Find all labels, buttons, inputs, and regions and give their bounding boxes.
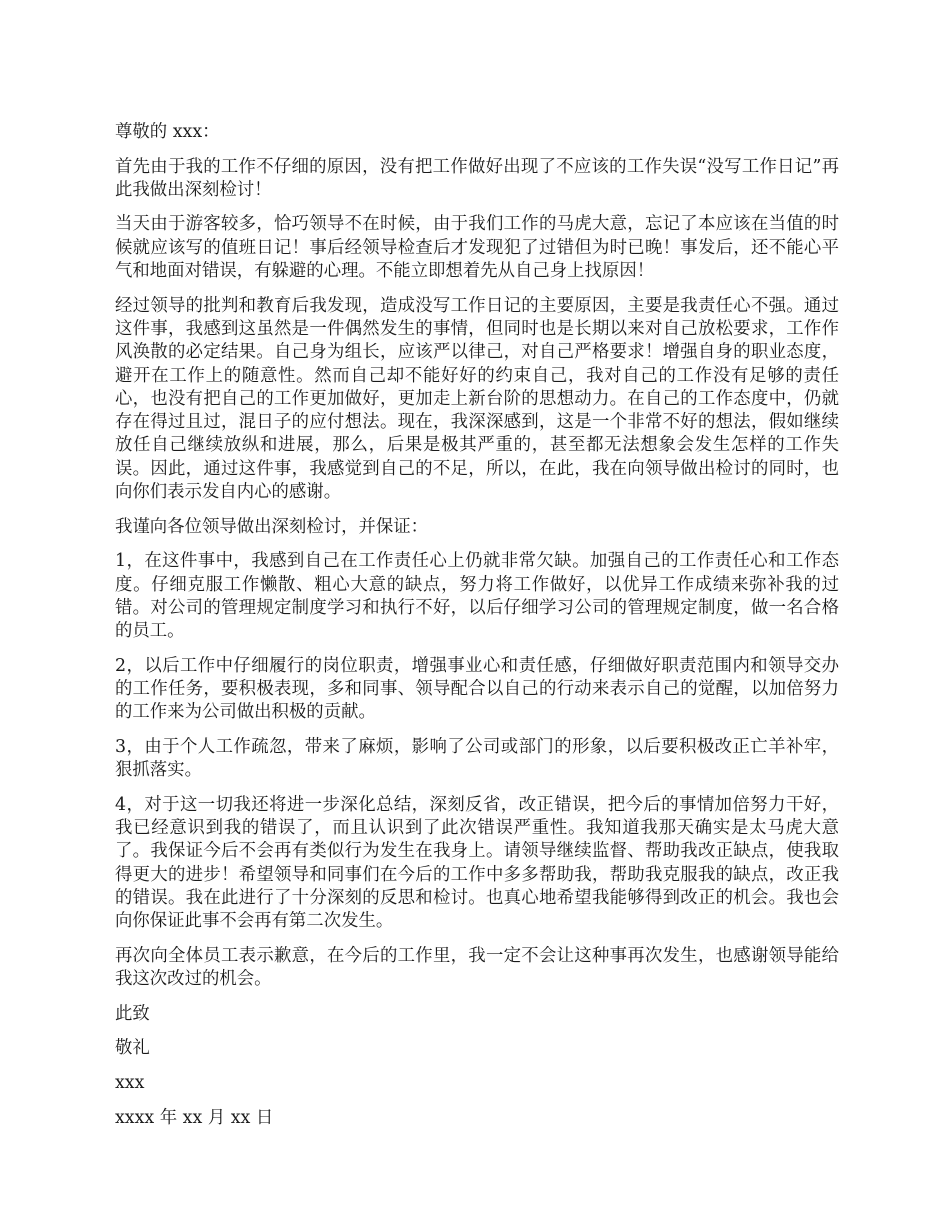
paragraph-incident: 当天由于游客较多，恰巧领导不在时候，由于我们工作的马虎大意，忘记了本应该在当值的时候就应该写的值班日记！事后经领导检查后才发现犯了过错但为时已晚！事发后，还不能心平气和地面对错误，有躲避的心理。不能立即想着先从自己身上找原因！ [115,214,839,282]
closing-line-2: 敬礼 [115,1038,150,1059]
pledge-item-1: 1，在这件事中，我感到自己在工作责任心上仍就非常欠缺。加强自己的工作责任心和工作态度。仔细克服工作懒散、粗心大意的缺点，努力将工作做好，以优异工作成绩来弥补我的过错。对公司的管理规定制度学习和执行不好，以后仔细学习公司的管理规定制度，做一名合格的员工。 [115,551,839,642]
salutation: 尊敬的 xxx： [115,122,220,142]
paragraph-pledge-intro: 我谨向各位领导做出深刻检讨，并保证： [115,516,429,537]
pledge-item-3: 3，由于个人工作疏忽，带来了麻烦，影响了公司或部门的形象，以后要积极改正亡羊补牢，狠抓落实。 [115,736,839,781]
signature: xxx [115,1072,145,1093]
paragraph-apology: 再次向全体员工表示歉意，在今后的工作里，我一定不会让这种事再次发生，也感谢领导能给我这次改过的机会。 [115,945,839,990]
paragraph-intro: 首先由于我的工作不仔细的原因，没有把工作做好出现了不应该的工作失误“没写工作日记”再此我做出深刻检讨！ [115,156,839,200]
closing-line-1: 此致 [115,1003,150,1024]
letter-body [115,121,839,1141]
pledge-item-2: 2，以后工作中仔细履行的岗位职责，增强事业心和责任感，仔细做好职责范围内和领导交办的工作任务，要积极表现，多和同事、领导配合以自己的行动来表示自己的觉醒，以加倍努力的工作来为公司做出积极的贡献。 [115,655,839,723]
date-line: xxxx 年 xx 月 xx 日 [115,1107,274,1128]
paragraph-reflection: 经过领导的批判和教育后我发现，造成没写工作日记的主要原因，主要是我责任心不强。通过这件事，我感到这虽然是一件偶然发生的事情，但同时也是长期以来对自己放松要求，工作作风涣散的必定结果。自己身为组长，应该严以律己，对自己严格要求！增强自身的职业态度，避开在工作上的随意性。然而自己却不能好好的约束自己，我对自己的工作没有足够的责任心，也没有把自己的工作更加做好，更加走上新台阶的思想动力。在自己的工作态度中，仍就存在得过且过，混日子的应付想法。现在，我深深感到，这是一个非常不好的想法，假如继续放任自己继续放纵和进展，那么，后果是极其严重的，甚至都无法想象会发生怎样的工作失误。因此，通过这件事，我感觉到自己的不足，所以，在此，我在向领导做出检讨的同时，也向你们表示发自内心的感谢。 [115,295,839,503]
pledge-item-4: 4，对于这一切我还将进一步深化总结，深刻反省，改正错误，把今后的事情加倍努力干好，我已经意识到我的错误了，而且认识到了此次错误严重性。我知道我那天确实是太马虎大意了。我保证今后不会再有类似行为发生在我身上。请领导继续监督、帮助我改正缺点，使我取得更大的进步！希望领导和同事们在今后的工作中多多帮助我，帮助我克服我的缺点，改正我的错误。我在此进行了十分深刻的反思和检讨。也真心地希望我能够得到改正的机会。我也会向你保证此事不会再有第二次发生。 [115,794,839,932]
